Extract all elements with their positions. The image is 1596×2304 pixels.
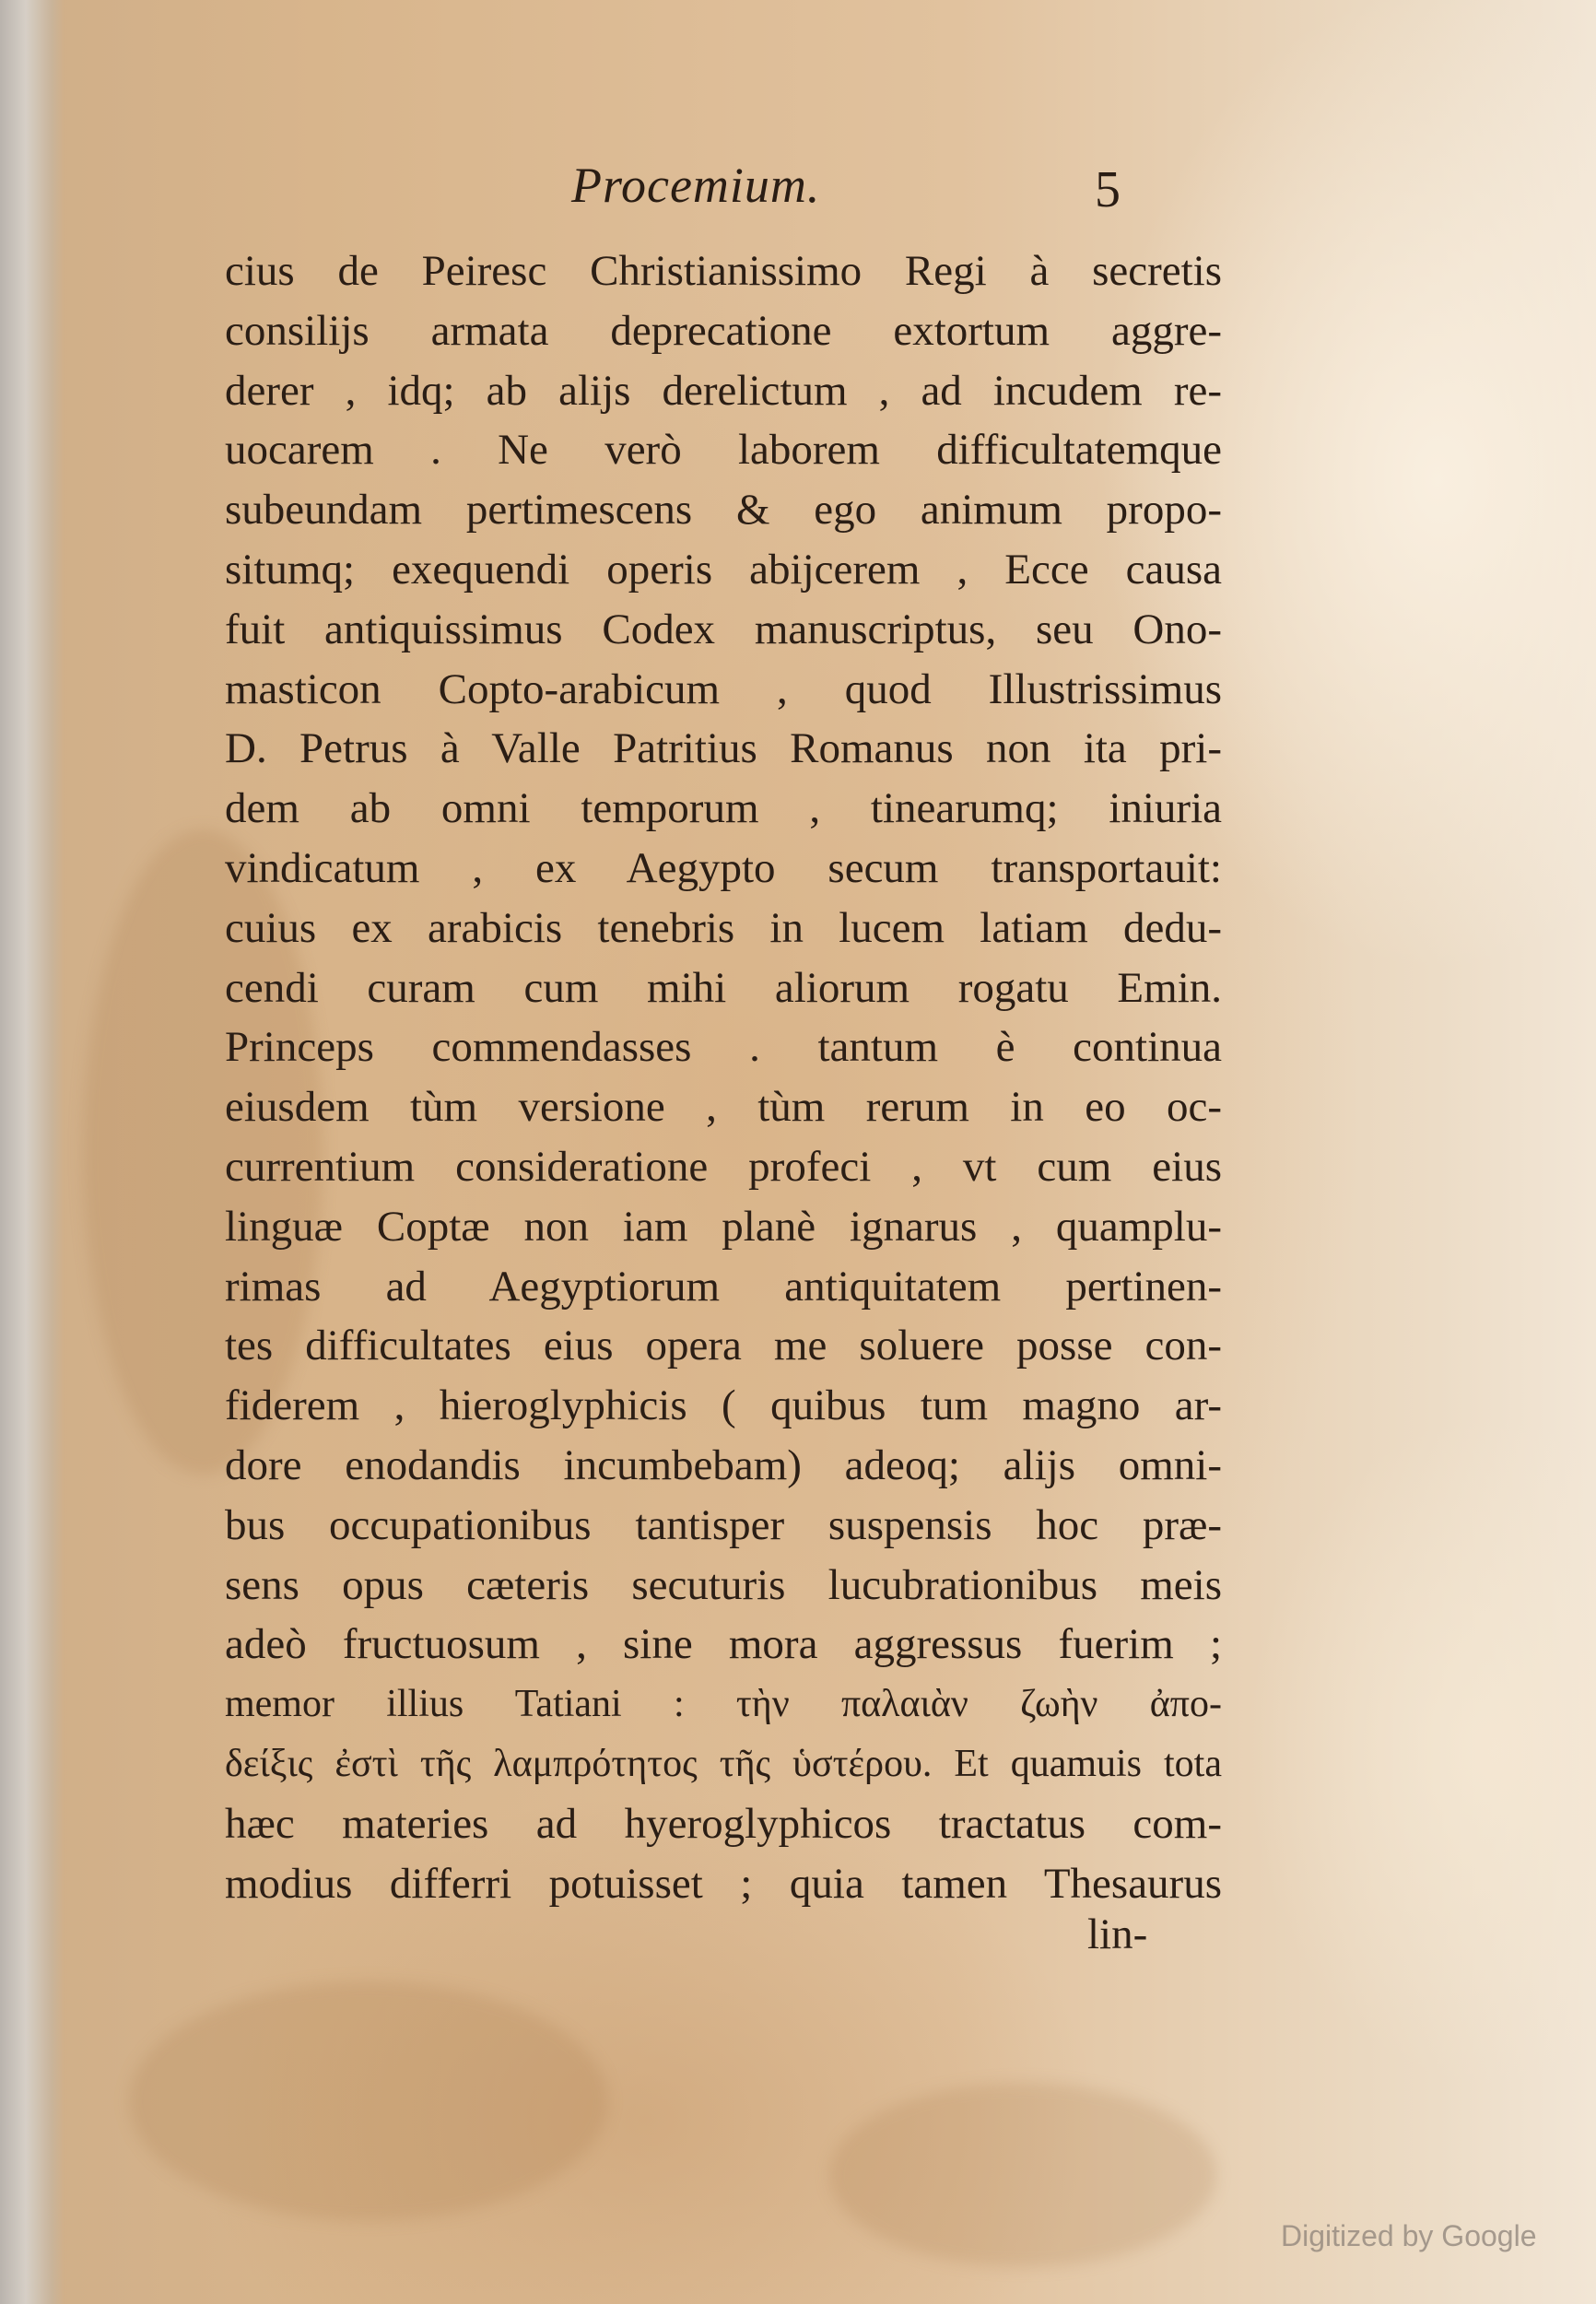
- text-line: situmq; exequendi operis abijcerem , Ecce causa: [225, 545, 1222, 594]
- page-number: 5: [1095, 161, 1121, 218]
- text-line: fiderem , hieroglyphicis ( quibus tum magno ar-: [225, 1381, 1222, 1430]
- binding-edge: [0, 0, 65, 2304]
- text-line: derer , idq; ab alijs derelictum , ad incudem re-: [225, 366, 1222, 415]
- text-line: hæc materies ad hyeroglyphicos tractatus com-: [225, 1799, 1222, 1848]
- text-line: vindicatum , ex Aegypto secum transportauit:: [225, 843, 1222, 892]
- text-line-greek: δείξις ἐστὶ τῆς λαμπρότητος τῆς ὑστέρου. Et quamuis tota: [225, 1742, 1222, 1785]
- text-line: cuius ex arabicis tenebris in lucem latiam dedu-: [225, 903, 1222, 952]
- catchword: lin-: [1087, 1910, 1148, 1958]
- foxing-stain: [829, 2083, 1216, 2267]
- text-line: adeò fructuosum , sine mora aggressus fuerim ;: [225, 1620, 1222, 1669]
- digitization-watermark: Digitized by Google: [1281, 2219, 1537, 2252]
- text-line: linguæ Coptæ non iam planè ignarus , quamplu-: [225, 1202, 1222, 1251]
- text-line: eiusdem tùm versione , tùm rerum in eo oc-: [225, 1083, 1222, 1132]
- text-line-greek: memor illius Tatiani : τὴν παλαιὰν ζωὴν ἀπο-: [225, 1683, 1222, 1726]
- text-line: D. Petrus à Valle Patritius Romanus non ita pri-: [225, 724, 1222, 773]
- text-line: cius de Peiresc Christianissimo Regi à secretis: [225, 247, 1222, 295]
- text-line: fuit antiquissimus Codex manuscriptus, seu Ono-: [225, 605, 1222, 653]
- text-line: cendi curam cum mihi aliorum rogatu Emin.: [225, 963, 1222, 1012]
- text-line: bus occupationibus tantisper suspensis hoc præ-: [225, 1500, 1222, 1549]
- text-line: tes difficultates eius opera me soluere posse con-: [225, 1322, 1222, 1370]
- text-line: masticon Copto-arabicum , quod Illustrissimus: [225, 664, 1222, 713]
- text-line: dore enodandis incumbebam) adeoq; alijs omni-: [225, 1440, 1222, 1489]
- foxing-stain: [129, 1981, 608, 2221]
- text-line: currentium consideratione profeci , vt cum eius: [225, 1142, 1222, 1191]
- text-line: Princeps commendasses . tantum è continua: [225, 1023, 1222, 1072]
- body-text: [225, 241, 1222, 1913]
- text-line: rimas ad Aegyptiorum antiquitatem pertinen-: [225, 1262, 1222, 1311]
- text-line: uocarem . Ne verò laborem difficultatemque: [225, 426, 1222, 475]
- text-line: subeundam pertimescens & ego animum propo-: [225, 486, 1222, 535]
- text-line: sens opus cæteris secuturis lucubrationibus meis: [225, 1560, 1222, 1609]
- page-header: [0, 157, 1596, 230]
- text-line: dem ab omni temporum , tinearumq; iniuria: [225, 784, 1222, 833]
- text-line: consilijs armata deprecatione extortum aggre-: [225, 306, 1222, 355]
- text-line: modius differri potuisset ; quia tamen Thesaurus: [225, 1859, 1222, 1908]
- running-title: Procemium.: [571, 158, 821, 213]
